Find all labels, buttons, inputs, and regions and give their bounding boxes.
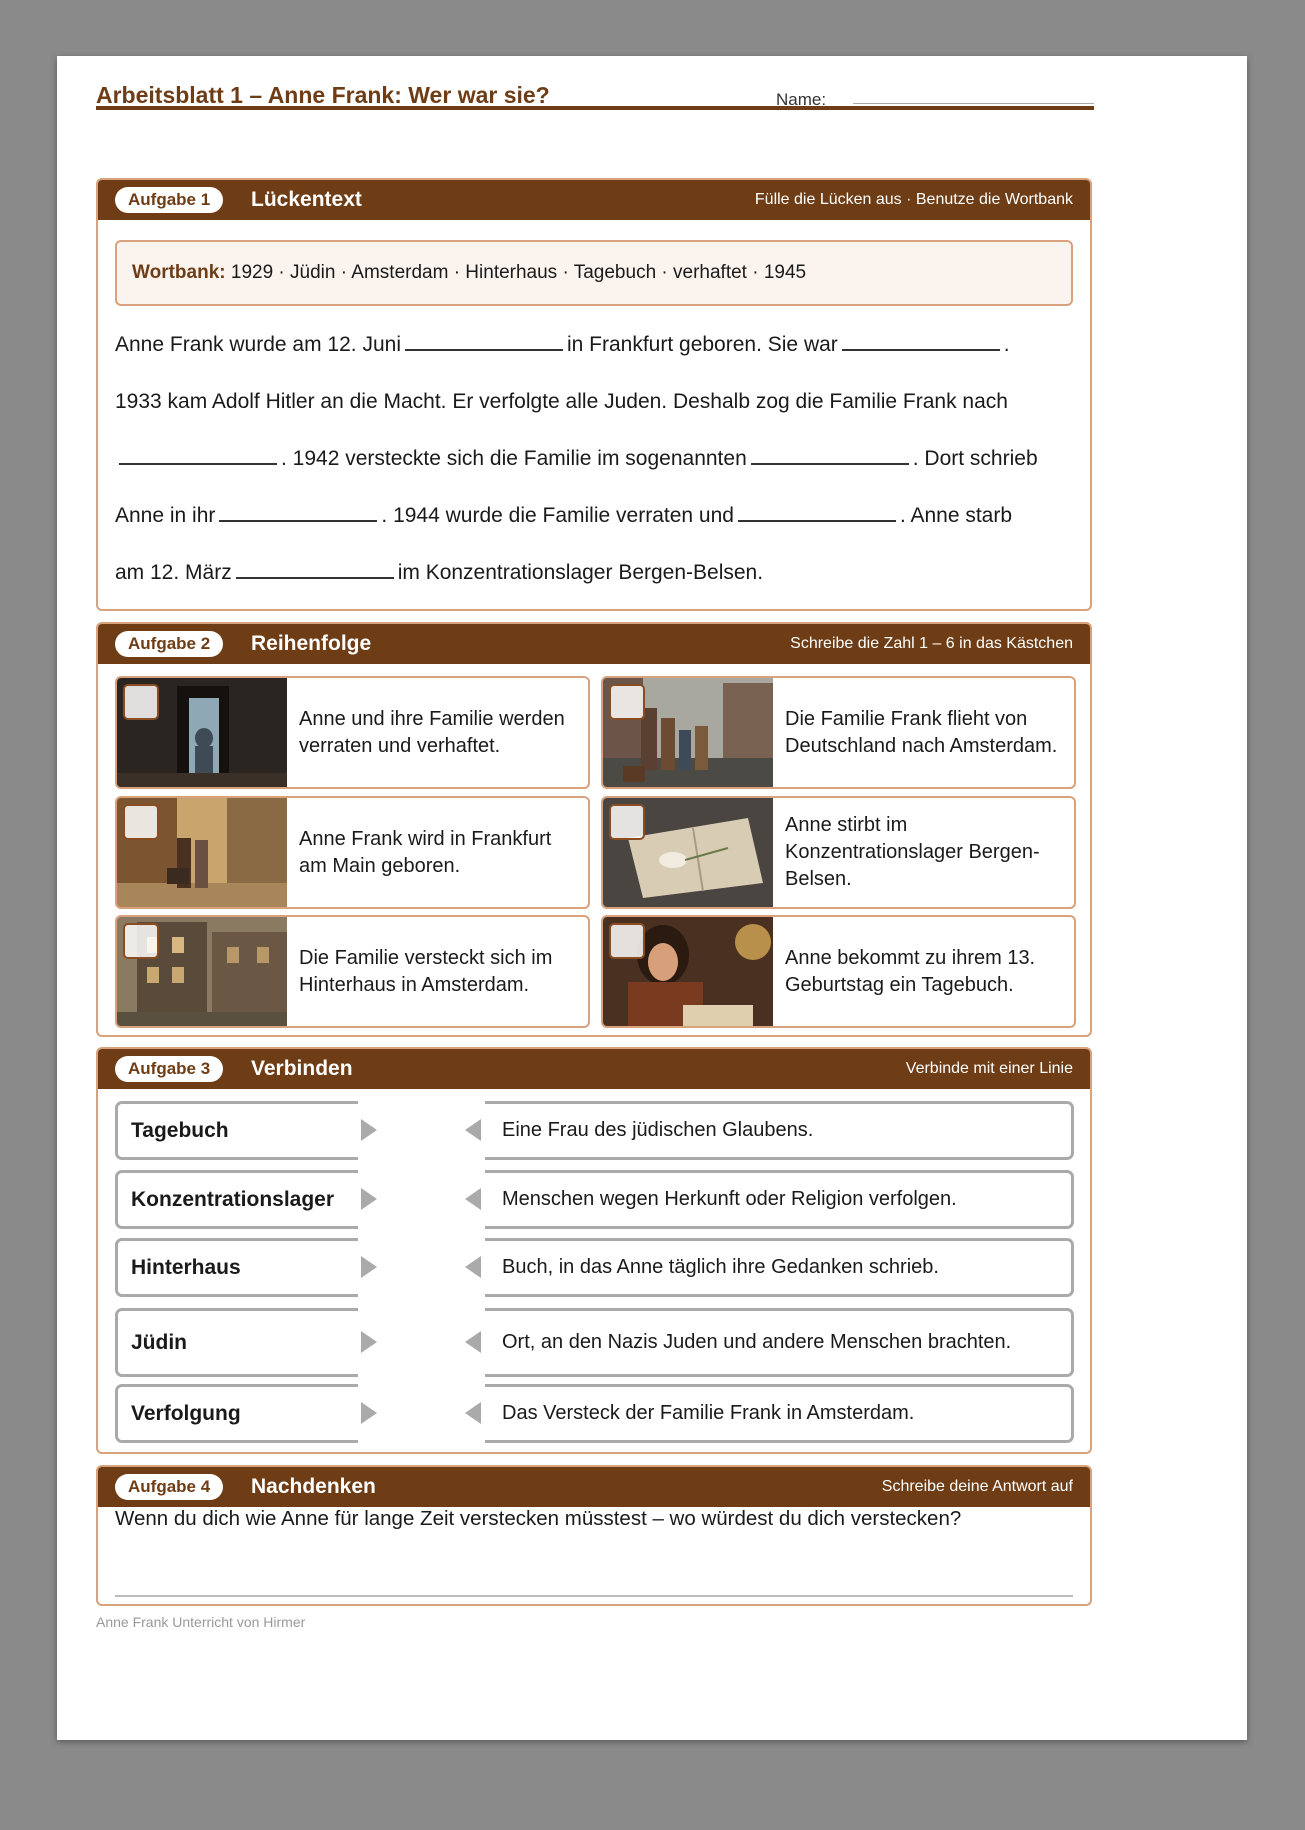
term-box[interactable]: Jüdin	[115, 1308, 358, 1377]
order-checkbox[interactable]	[609, 804, 645, 840]
task-1-title: Lückentext	[251, 188, 362, 211]
blank-field[interactable]	[236, 559, 394, 579]
task-3-header	[98, 1049, 1090, 1089]
term-box[interactable]: Konzentrationslager	[115, 1170, 358, 1229]
footer-credit: Anne Frank Unterricht von Hirmer	[96, 1614, 306, 1630]
worksheet-header	[96, 76, 1094, 110]
card-text: Anne und ihre Familie werden verraten und verhaftet.	[299, 707, 565, 757]
cloze-text-segment: . Dort schrieb	[912, 447, 1038, 470]
task-3-hint: Verbinde mit einer Linie	[905, 1060, 1073, 1077]
word-bank-words: 1929 · Jüdin · Amsterdam · Hinterhaus · Tagebuch · verhaftet · 1945	[230, 262, 807, 283]
sequence-card	[115, 796, 590, 909]
blank-field[interactable]	[738, 502, 896, 522]
sequence-card	[115, 676, 590, 789]
cloze-text-segment: in Frankfurt geboren. Sie war	[566, 333, 838, 356]
cloze-text	[115, 316, 1083, 601]
term-box[interactable]: Verfolgung	[115, 1384, 358, 1443]
card-text: Die Familie Frank flieht von Deutschland nach Amsterdam.	[785, 707, 1058, 757]
cloze-text-segment: . 1944 wurde die Familie verraten und	[381, 504, 734, 527]
name-field[interactable]	[853, 103, 1094, 104]
task-3-badge: Aufgabe 3	[115, 1056, 223, 1082]
cloze-text-segment: am 12. März	[115, 561, 232, 584]
task-1-badge: Aufgabe 1	[115, 187, 223, 213]
blank-field[interactable]	[842, 331, 1000, 351]
task-4-title: Nachdenken	[251, 1475, 376, 1498]
left-arrow-icon	[465, 1119, 481, 1141]
left-arrow-icon	[465, 1256, 481, 1278]
order-checkbox[interactable]	[123, 804, 159, 840]
cloze-text-segment: . 1942 versteckte sich die Familie im sogenannten	[281, 447, 747, 470]
card-text: Anne stirbt im Konzentrationslager Bergen-Belsen.	[785, 814, 1040, 890]
cloze-text-segment: Anne Frank wurde am 12. Juni	[115, 333, 401, 356]
cloze-text-segment: 1933 kam Adolf Hitler an die Macht. Er verfolgte alle Juden. Deshalb zog die Familie Frank nach	[115, 390, 1008, 413]
task-2-title: Reihenfolge	[251, 632, 372, 655]
right-arrow-icon	[361, 1119, 377, 1141]
answer-line[interactable]	[115, 1595, 1073, 1597]
term-box[interactable]: Hinterhaus	[115, 1238, 358, 1297]
right-arrow-icon	[361, 1188, 377, 1210]
task-1-hint: Fülle die Lücken aus · Benutze die Wortbank	[754, 191, 1073, 208]
task-3-panel	[96, 1047, 1092, 1454]
task-1-header	[98, 180, 1090, 220]
card-text: Anne bekommt zu ihrem 13. Geburtstag ein Tagebuch.	[785, 946, 1036, 996]
definition-box[interactable]: Ort, an den Nazis Juden und andere Menschen brachten.	[485, 1308, 1074, 1377]
term-box[interactable]: Tagebuch	[115, 1101, 358, 1160]
word-bank-label: Wortbank:	[132, 262, 226, 283]
order-checkbox[interactable]	[609, 923, 645, 959]
cloze-line	[115, 430, 1083, 487]
cloze-text-segment: .	[1003, 333, 1010, 356]
reflection-question: Wenn du dich wie Anne für lange Zeit verstecken müsstest – wo würdest du dich verstecken?	[115, 1507, 962, 1530]
definition-box[interactable]: Menschen wegen Herkunft oder Religion verfolgen.	[485, 1170, 1074, 1229]
cloze-line	[115, 487, 1083, 544]
definition-box[interactable]: Buch, in das Anne täglich ihre Gedanken schrieb.	[485, 1238, 1074, 1297]
sequence-card	[601, 915, 1076, 1028]
blank-field[interactable]	[219, 502, 377, 522]
task-4-panel	[96, 1465, 1092, 1606]
cloze-text-segment: im Konzentrationslager Bergen-Belsen.	[397, 561, 764, 584]
blank-field[interactable]	[751, 445, 909, 465]
right-arrow-icon	[361, 1402, 377, 1424]
task-2-header	[98, 624, 1090, 664]
name-label: Name:	[776, 90, 827, 109]
page-title: Arbeitsblatt 1 – Anne Frank: Wer war sie?	[96, 82, 550, 108]
cloze-text-segment: . Anne starb	[899, 504, 1013, 527]
blank-field[interactable]	[405, 331, 563, 351]
blank-field[interactable]	[119, 445, 277, 465]
right-arrow-icon	[361, 1256, 377, 1278]
task-4-hint: Schreibe deine Antwort auf	[881, 1478, 1073, 1495]
definition-box[interactable]: Eine Frau des jüdischen Glaubens.	[485, 1101, 1074, 1160]
order-checkbox[interactable]	[123, 923, 159, 959]
order-checkbox[interactable]	[609, 684, 645, 720]
task-2-hint: Schreibe die Zahl 1 – 6 in das Kästchen	[790, 635, 1073, 652]
definition-box[interactable]: Das Versteck der Familie Frank in Amsterdam.	[485, 1384, 1074, 1443]
card-text: Die Familie versteckt sich im Hinterhaus in Amsterdam.	[299, 946, 553, 996]
cloze-line	[115, 544, 1083, 601]
left-arrow-icon	[465, 1188, 481, 1210]
cloze-text-segment: Anne in ihr	[115, 504, 216, 527]
cloze-line	[115, 316, 1083, 373]
task-1-panel	[96, 178, 1092, 611]
task-2-panel	[96, 622, 1092, 1037]
card-text: Anne Frank wird in Frankfurt am Main geboren.	[299, 827, 552, 877]
task-4-badge: Aufgabe 4	[115, 1474, 223, 1500]
word-bank	[115, 240, 1073, 306]
task-2-badge: Aufgabe 2	[115, 631, 223, 657]
task-3-title: Verbinden	[251, 1057, 353, 1080]
left-arrow-icon	[465, 1331, 481, 1353]
right-arrow-icon	[361, 1331, 377, 1353]
sequence-card	[115, 915, 590, 1028]
cloze-line	[115, 373, 1083, 430]
left-arrow-icon	[465, 1402, 481, 1424]
sequence-card	[601, 796, 1076, 909]
order-checkbox[interactable]	[123, 684, 159, 720]
sequence-card	[601, 676, 1076, 789]
task-4-header	[98, 1467, 1090, 1507]
